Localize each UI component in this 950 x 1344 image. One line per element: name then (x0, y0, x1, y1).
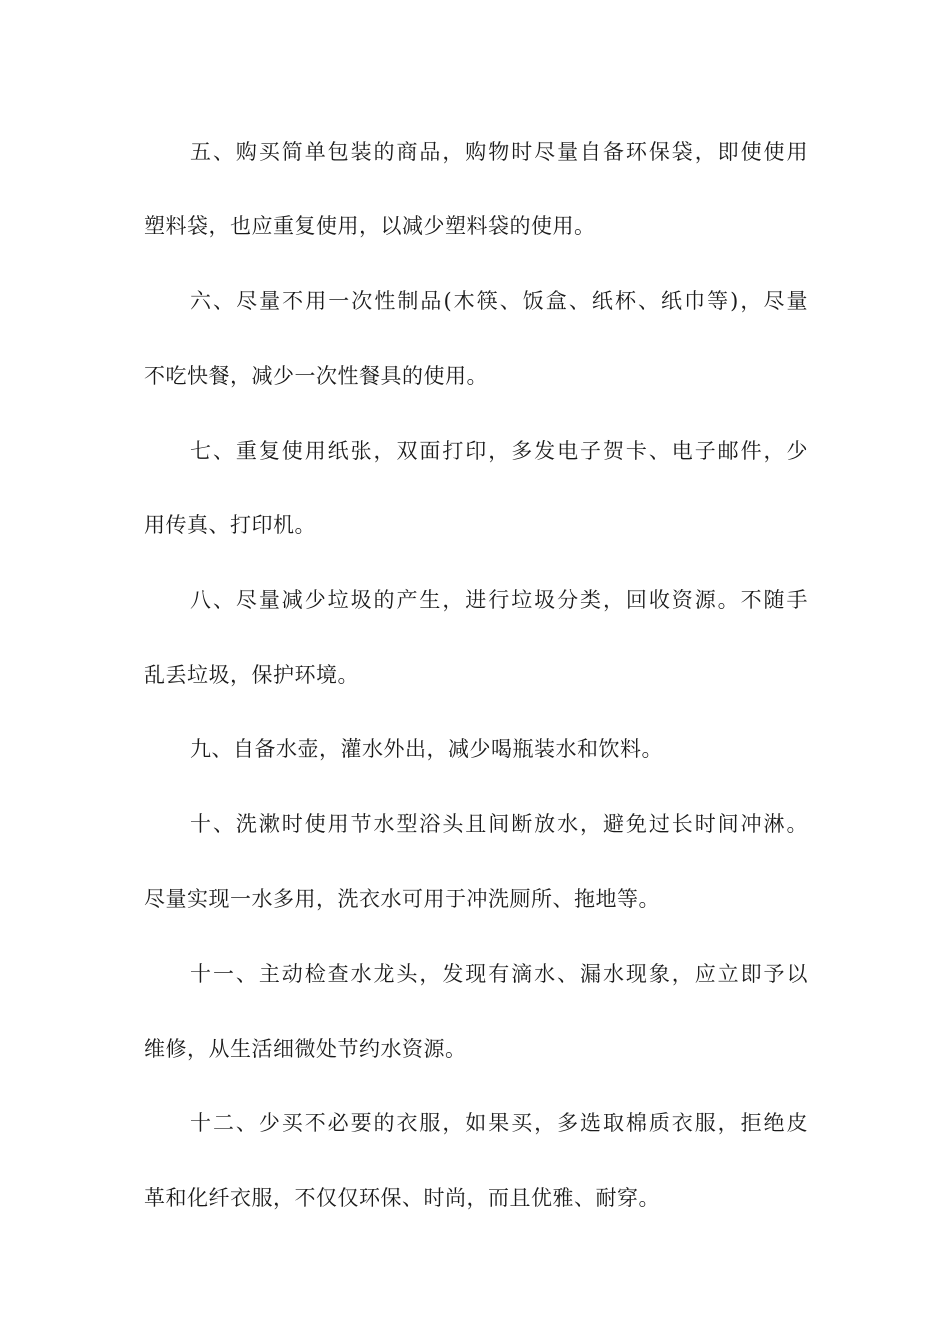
paragraph-6-line-1: 六、尽量不用一次性制品(木筷、饭盒、纸杯、纸巾等)，尽量 (190, 289, 808, 313)
paragraph-12-line-2: 革和化纤衣服，不仅仅环保、时尚，而且优雅、耐穿。 (144, 1186, 660, 1210)
paragraph-9-line-1: 九、自备水壶，灌水外出，减少喝瓶装水和饮料。 (190, 737, 663, 761)
paragraph-10-line-2: 尽量实现一水多用，洗衣水可用于冲洗厕所、拖地等。 (144, 887, 660, 911)
paragraph-12-line-1: 十二、少买不必要的衣服，如果买，多选取棉质衣服，拒绝皮 (190, 1111, 808, 1135)
paragraph-11-line-1: 十一、主动检查水龙头，发现有滴水、漏水现象，应立即予以 (190, 962, 808, 986)
paragraph-7-line-2: 用传真、打印机。 (144, 513, 316, 537)
paragraph-5-line-2: 塑料袋，也应重复使用，以减少塑料袋的使用。 (144, 214, 596, 238)
paragraph-5-line-1: 五、购买简单包装的商品，购物时尽量自备环保袋，即使使用 (190, 140, 808, 164)
paragraph-7-line-1: 七、重复使用纸张，双面打印，多发电子贺卡、电子邮件，少 (190, 439, 808, 463)
paragraph-6-line-2: 不吃快餐，减少一次性餐具的使用。 (144, 364, 488, 388)
paragraph-8-line-1: 八、尽量减少垃圾的产生，进行垃圾分类，回收资源。不随手 (190, 588, 808, 612)
paragraph-10-line-1: 十、洗漱时使用节水型浴头且间断放水，避免过长时间冲淋。 (190, 812, 808, 836)
paragraph-11-line-2: 维修，从生活细微处节约水资源。 (144, 1037, 467, 1061)
paragraph-8-line-2: 乱丢垃圾，保护环境。 (144, 663, 359, 687)
